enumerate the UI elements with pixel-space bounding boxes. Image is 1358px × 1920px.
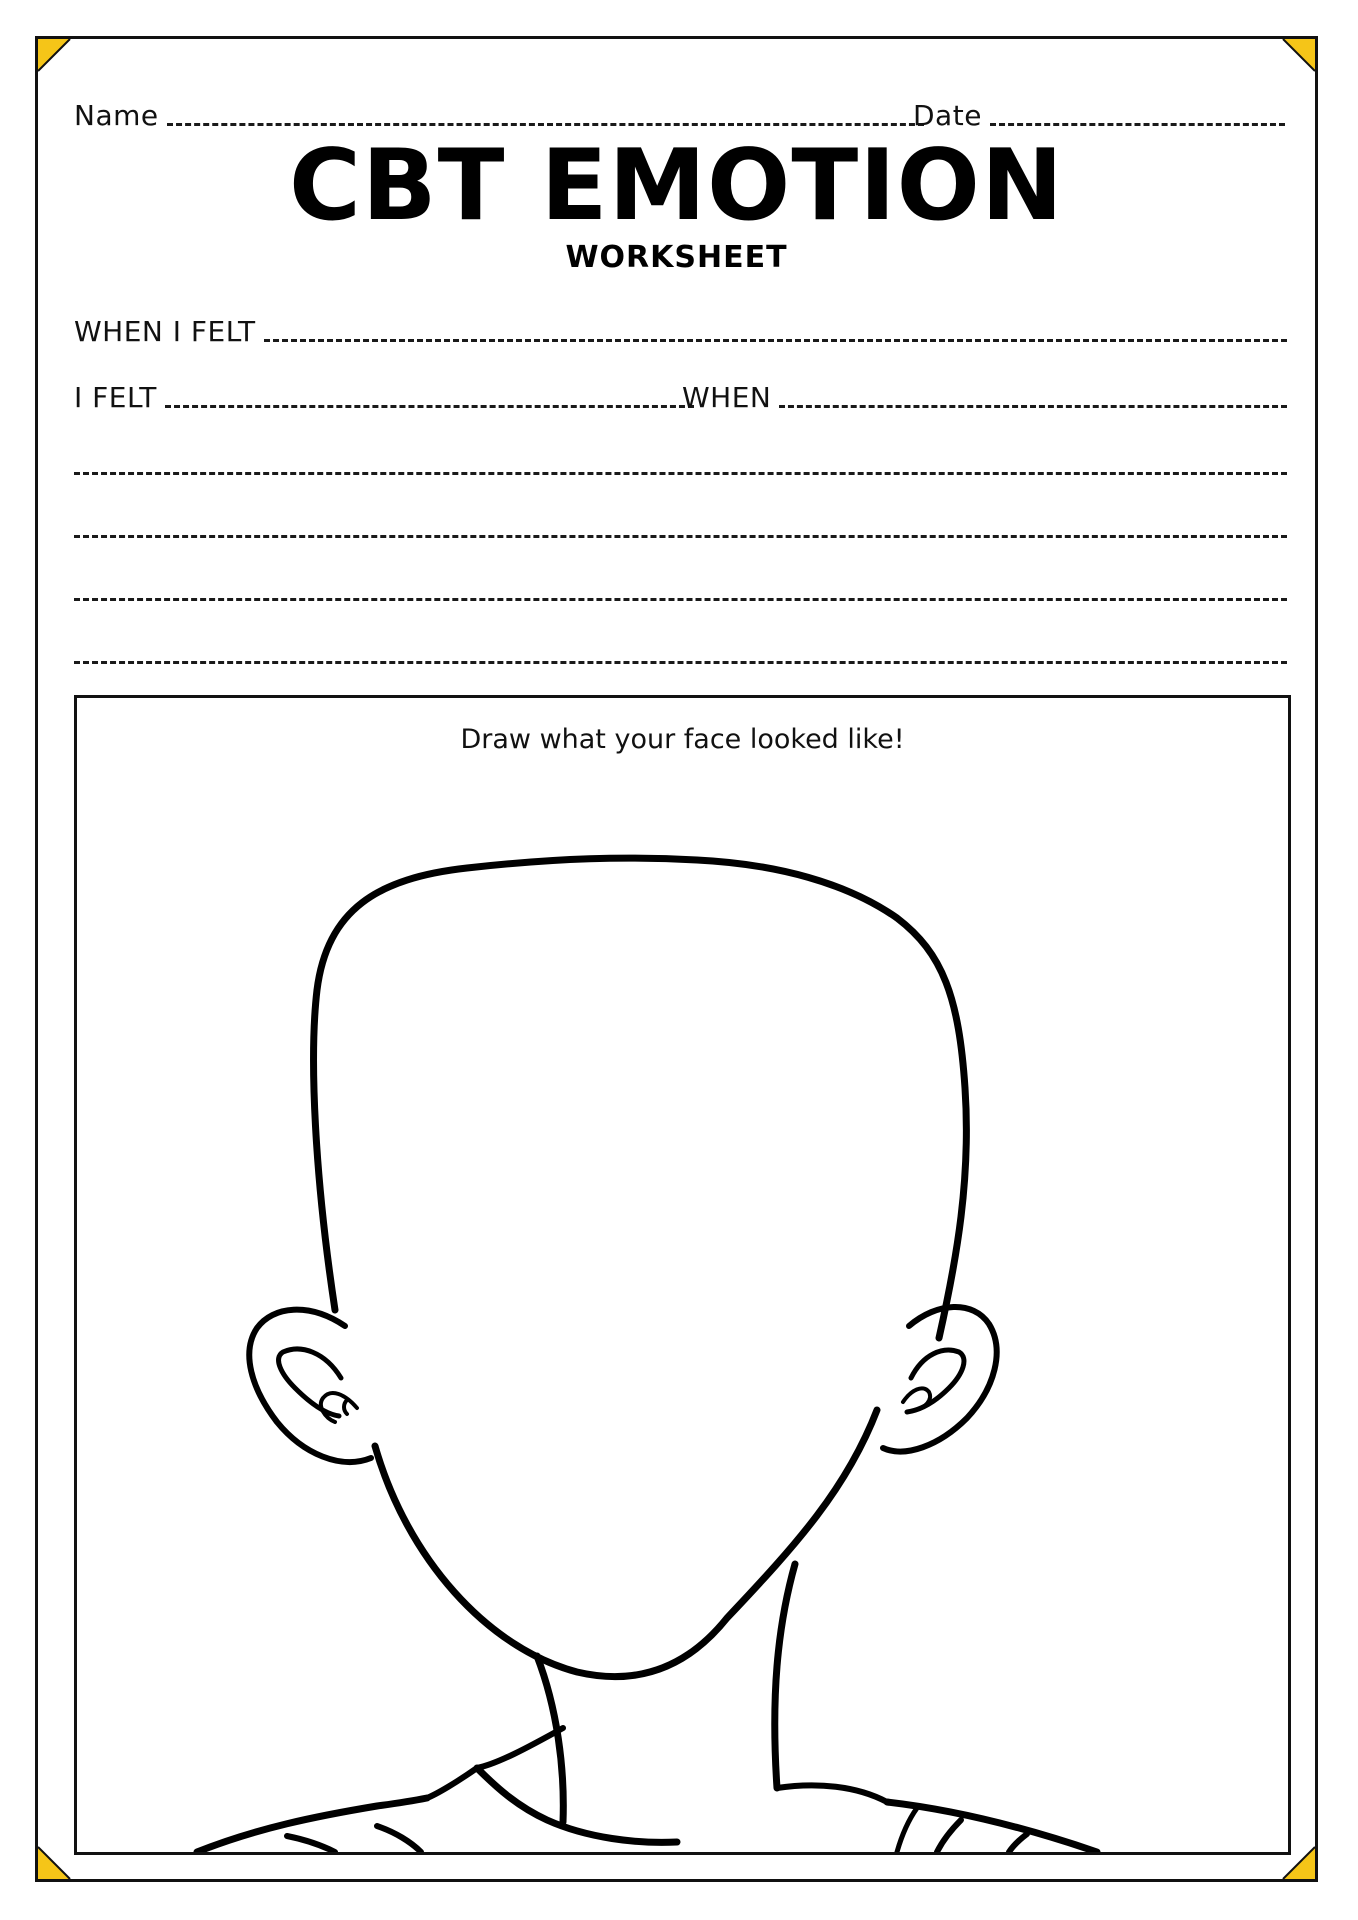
writing-line-3[interactable]	[74, 598, 1287, 601]
worksheet-page	[35, 36, 1318, 1882]
when-i-felt-line[interactable]	[264, 339, 1287, 342]
date-label: Date	[913, 99, 982, 132]
i-felt-field[interactable]	[74, 383, 694, 413]
drawing-prompt: Draw what your face looked like!	[460, 724, 905, 755]
when-field[interactable]	[682, 383, 1287, 413]
corner-accent-top-left	[38, 39, 74, 75]
date-field[interactable]	[913, 101, 1285, 131]
writing-line-1[interactable]	[74, 472, 1287, 475]
i-felt-line[interactable]	[165, 405, 694, 408]
corner-accent-top-right	[1279, 39, 1315, 75]
page-title: CBT EMOTION	[289, 129, 1064, 243]
name-line[interactable]	[167, 123, 924, 126]
drawing-area[interactable]	[74, 695, 1291, 1855]
when-i-felt-field[interactable]	[74, 317, 1287, 347]
when-label: WHEN	[682, 381, 772, 414]
writing-line-2[interactable]	[74, 535, 1287, 538]
i-felt-label: I FELT	[74, 381, 157, 414]
corner-accent-bottom-left	[38, 1843, 74, 1879]
writing-line-4[interactable]	[74, 661, 1287, 664]
when-line[interactable]	[779, 405, 1287, 408]
when-i-felt-label: WHEN I FELT	[74, 315, 256, 348]
date-line[interactable]	[990, 123, 1285, 126]
page-subtitle: WORKSHEET	[565, 240, 788, 275]
blank-face-outline-illustration	[77, 698, 1288, 1852]
name-label: Name	[74, 99, 159, 132]
name-field[interactable]	[74, 101, 924, 131]
